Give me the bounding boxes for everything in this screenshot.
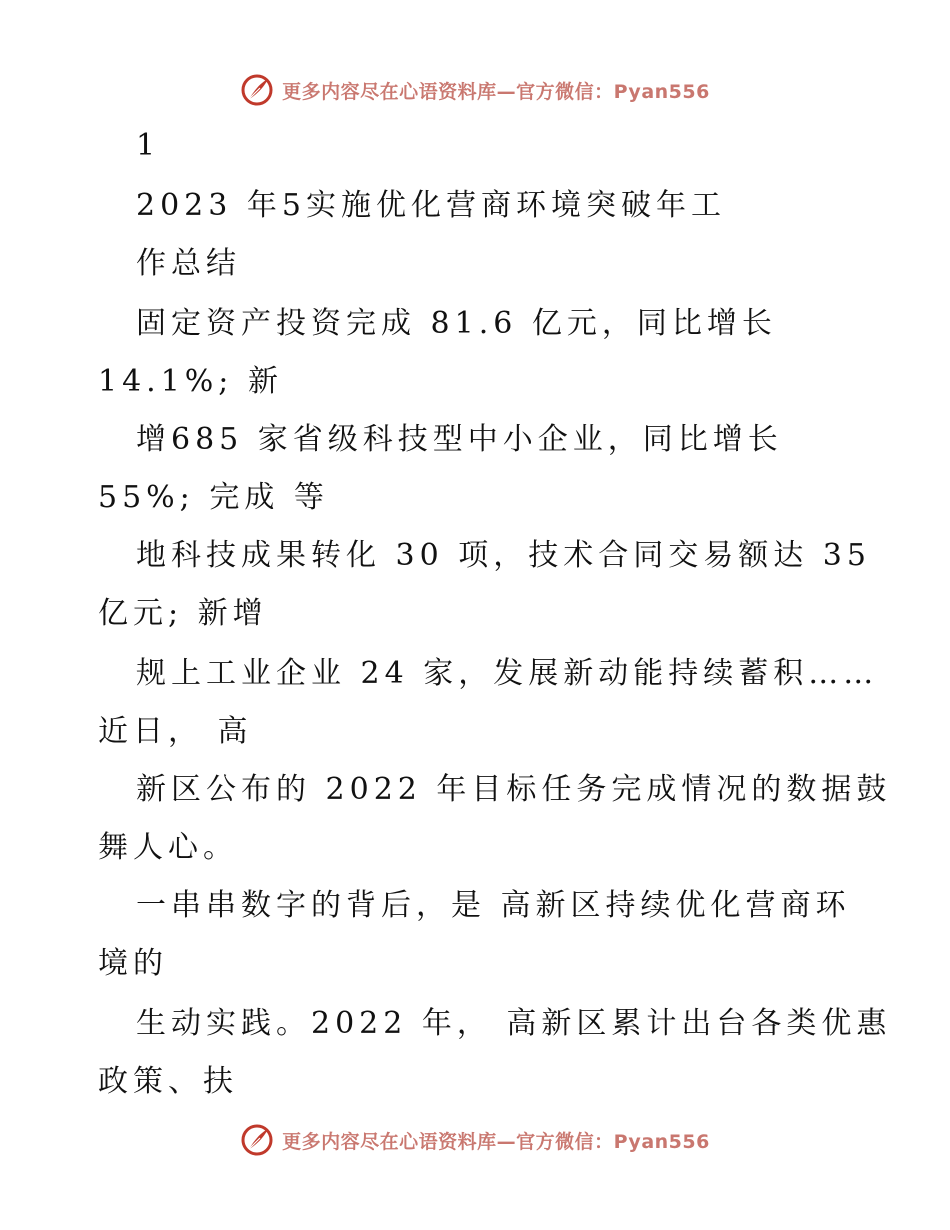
text-line: 55%; 完成 等 (98, 480, 329, 515)
text-line: 境的 (98, 946, 168, 981)
text-line: 增685 家省级科技型中小企业，同比增长 (136, 422, 783, 457)
feather-pen-logo-icon (240, 1123, 274, 1157)
text-line: 舞人心。 (98, 830, 238, 865)
text-line: 政策、扶 (98, 1064, 238, 1099)
text-line: 新区公布的 2022 年目标任务完成情况的数据鼓 (136, 772, 892, 807)
text-line: 14.1%; 新 (98, 364, 283, 399)
watermark-text: 更多内容尽在心语资料库—官方微信：Pyan556 (282, 80, 710, 103)
feather-pen-logo-icon (240, 73, 274, 107)
text-line: 亿元; 新增 (98, 596, 268, 631)
text-line: 近日， 高 (98, 714, 253, 749)
text-line: 生动实践。2022 年， 高新区累计出台各类优惠 (136, 1006, 892, 1041)
watermark-text: 更多内容尽在心语资料库—官方微信：Pyan556 (282, 1130, 710, 1153)
page-number: 1 (136, 128, 161, 163)
text-line: 一串串数字的背后，是 高新区持续优化营商环 (136, 888, 851, 923)
header-watermark (0, 70, 950, 110)
footer-watermark (0, 1120, 950, 1160)
text-line: 规上工业企业 24 家，发展新动能持续蓄积…… (136, 656, 879, 691)
text-line: 2023 年5实施优化营商环境突破年工 (136, 188, 726, 223)
text-line: 固定资产投资完成 81.6 亿元，同比增长 (136, 306, 777, 341)
text-line: 地科技成果转化 30 项，技术合同交易额达 35 (136, 538, 871, 573)
text-line: 作总结 (136, 246, 241, 281)
